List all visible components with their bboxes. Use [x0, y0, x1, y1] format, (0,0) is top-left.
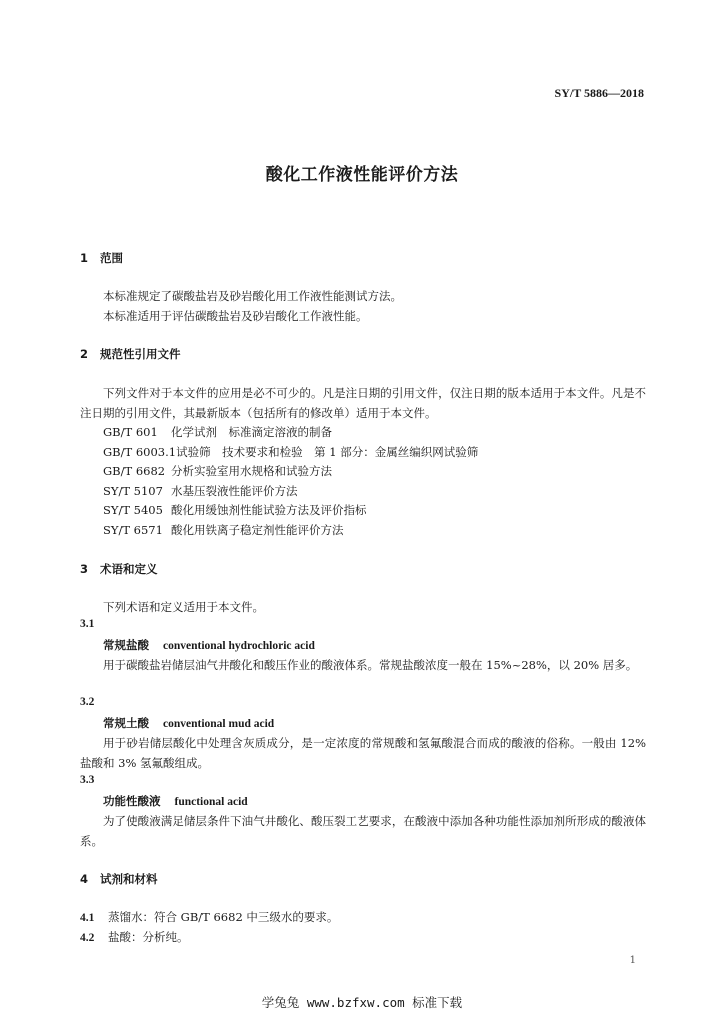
term-en: conventional mud acid	[163, 718, 275, 730]
section-3-intro: 下列术语和定义适用于本文件。	[103, 600, 264, 614]
term-number: 3.1	[80, 618, 95, 630]
section-title: 试剂和材料	[100, 872, 158, 886]
reference-title: 酸化用缓蚀剂性能试验方法及评价指标	[171, 503, 367, 517]
section-3-heading	[80, 561, 158, 577]
reference-code: GB/T 6682	[103, 464, 166, 478]
section-2-heading	[80, 346, 181, 362]
term-name	[103, 637, 315, 653]
reference-title: 水基压裂液性能评价方法	[171, 484, 298, 498]
section-title: 术语和定义	[100, 562, 158, 576]
reference-code: SY/T 5405	[103, 503, 163, 517]
reference-item	[103, 522, 344, 538]
reference-item	[103, 502, 367, 518]
term-en: functional acid	[174, 796, 248, 808]
term-zh: 常规土酸	[103, 716, 149, 730]
term-number: 3.3	[80, 774, 95, 786]
section-2-intro: 下列文件对于本文件的应用是必不可少的。凡是注日期的引用文件，仅注日期的版本适用于本文件。凡是不注日期的引用文件，其最新版本（包括所有的修改单）适用于本文件。	[80, 386, 646, 420]
section-1-heading	[80, 250, 123, 266]
reference-title: 分析实验室用水规格和试验方法	[171, 464, 332, 478]
clause-item	[80, 929, 189, 945]
term-name	[103, 793, 248, 809]
reference-item	[103, 424, 332, 440]
section-4-heading	[80, 871, 158, 887]
standard-code: SY/T 5886—2018	[554, 86, 644, 100]
reference-code: GB/T 6003.1	[103, 445, 177, 459]
section-title: 范围	[100, 251, 123, 265]
clause-text: 蒸馏水：符合 GB/T 6682 中三级水的要求。	[108, 910, 339, 924]
term-definition: 用于砂岩储层酸化中处理含灰质成分，是一定浓度的常规酸和氢氟酸混合而成的酸液的俗称。一般由 12% 盐酸和 3% 氢氟酸组成。	[80, 736, 646, 770]
section-number: 2	[80, 347, 89, 361]
reference-item	[103, 483, 298, 499]
section-1-paragraph-2: 本标准适用于评估碳酸盐岩及砂岩酸化工作液性能。	[103, 309, 368, 323]
reference-title: 酸化用铁离子稳定剂性能评价方法	[171, 523, 344, 537]
term-definition: 用于碳酸盐岩储层油气井酸化和酸压作业的酸液体系。常规盐酸浓度一般在 15%~28%，以 20% 居多。	[103, 658, 638, 672]
reference-item	[103, 463, 332, 479]
section-number: 1	[80, 251, 89, 265]
section-number: 3	[80, 562, 89, 576]
section-number: 4	[80, 872, 89, 886]
clause-text: 盐酸：分析纯。	[108, 930, 189, 944]
clause-number: 4.2	[80, 932, 95, 944]
reference-code: GB/T 601	[103, 425, 158, 439]
page-number: 1	[629, 955, 636, 966]
term-number: 3.2	[80, 696, 95, 708]
reference-title: 化学试剂 标准滴定溶液的制备	[171, 425, 332, 439]
reference-code: SY/T 5107	[103, 484, 163, 498]
footer-watermark: 学兔兔 www.bzfxw.com 标准下载	[261, 995, 463, 1010]
document-title: 酸化工作液性能评价方法	[265, 165, 459, 185]
term-definition: 为了使酸液满足储层条件下油气井酸化、酸压裂工艺要求，在酸液中添加各种功能性添加剂所形成的酸液体系。	[80, 814, 646, 848]
reference-code: SY/T 6571	[103, 523, 163, 537]
reference-item	[103, 444, 478, 460]
term-zh: 常规盐酸	[103, 638, 149, 652]
section-title: 规范性引用文件	[100, 347, 181, 361]
term-name	[103, 715, 274, 731]
reference-title: 试验筛 技术要求和检验 第 1 部分：金属丝编织网试验筛	[176, 445, 479, 459]
clause-number: 4.1	[80, 912, 95, 924]
term-en: conventional hydrochloric acid	[163, 640, 315, 652]
term-zh: 功能性酸液	[103, 794, 161, 808]
clause-item	[80, 909, 338, 925]
section-1-paragraph-1: 本标准规定了碳酸盐岩及砂岩酸化用工作液性能测试方法。	[103, 289, 402, 303]
